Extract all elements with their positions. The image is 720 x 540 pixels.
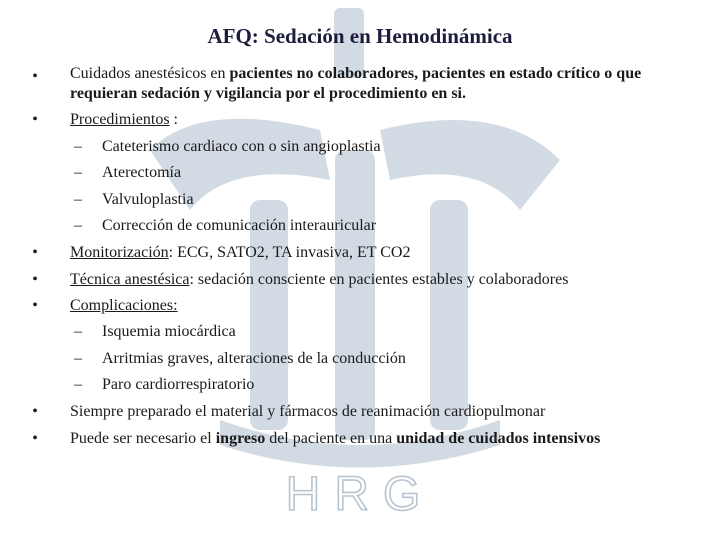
bullet-ingreso (28, 426, 698, 452)
sub-item (70, 160, 698, 187)
sub-item-text: Arritmias graves, alteraciones de la conducción (102, 349, 406, 367)
sub-item-text: Corrección de comunicación interauricular (102, 217, 377, 235)
sub-item-text: Paro cardiorrespiratorio (102, 376, 255, 394)
sub-item-text: Valvuloplastia (102, 190, 194, 208)
sub-item (70, 213, 698, 240)
procedimientos-sublist (70, 134, 698, 240)
text-run-bold: ingreso (215, 429, 266, 447)
bullet-monitorizacion (28, 240, 698, 267)
text-run: Puede ser necesario el (70, 429, 216, 447)
dash-glyph: – (74, 349, 82, 367)
bullet-list (28, 64, 698, 452)
dash-glyph: – (74, 164, 82, 182)
text-run-bold: unidad de cuidados intensivos (396, 429, 601, 447)
sub-item-text: Aterectomía (102, 164, 182, 182)
sub-item-text: Cateterismo cardiaco con o sin angioplastia (102, 137, 381, 155)
dash-glyph: – (74, 190, 82, 208)
text-run: Cuidados anestésicos en (70, 65, 230, 82)
complicaciones-sublist (70, 319, 698, 399)
sub-item (70, 134, 698, 161)
tecnica-label: Técnica anestésica (70, 270, 190, 288)
slide-title: AFQ: Sedación en Hemodinámica (207, 24, 513, 48)
bullet-glyph: • (32, 402, 38, 420)
bullet-cuidados (28, 64, 698, 107)
bullet-glyph: • (32, 296, 38, 314)
complicaciones-label: Complicaciones: (70, 296, 178, 314)
bullet-text: Siempre preparado el material y fármacos de reanimación cardiopulmonar (70, 402, 546, 420)
sub-item (70, 346, 698, 373)
sub-item (70, 187, 698, 214)
sub-item (70, 319, 698, 346)
bullet-glyph: • (32, 243, 38, 261)
dash-glyph: – (74, 137, 82, 155)
bullet-text (70, 267, 698, 293)
bullet-tecnica (28, 267, 698, 293)
text-run-bold: pacientes no colaboradores, pacientes en estado crítico o que requieran sedación y vigilancia por el procedimiento en si. (70, 65, 642, 102)
monitorizacion-text: : ECG, SATO2, TA invasiva, ET CO2 (168, 243, 411, 261)
bullet-procedimientos (28, 107, 698, 240)
text-run: del paciente en una (265, 429, 397, 447)
bullet-glyph: • (32, 111, 38, 128)
bullet-text (70, 426, 698, 452)
monitorizacion-label: Monitorización (70, 243, 169, 261)
sub-item-text: Isquemia miocárdica (102, 323, 236, 341)
procedimientos-suffix: : (169, 111, 178, 128)
bullet-glyph: • (32, 429, 38, 447)
watermark-letters: HRG (285, 468, 435, 521)
dash-glyph: – (74, 376, 82, 394)
bullet-siempre (28, 399, 698, 426)
bullet-glyph: • (32, 68, 38, 85)
bullet-text (70, 64, 698, 107)
bullet-complicaciones (28, 293, 698, 399)
bullet-glyph: • (32, 270, 38, 288)
procedimientos-label: Procedimientos (70, 111, 170, 128)
dash-glyph: – (74, 323, 82, 341)
dash-glyph: – (74, 217, 82, 235)
sub-item (70, 372, 698, 399)
tecnica-text: : sedación consciente en pacientes estables y colaboradores (189, 270, 569, 288)
